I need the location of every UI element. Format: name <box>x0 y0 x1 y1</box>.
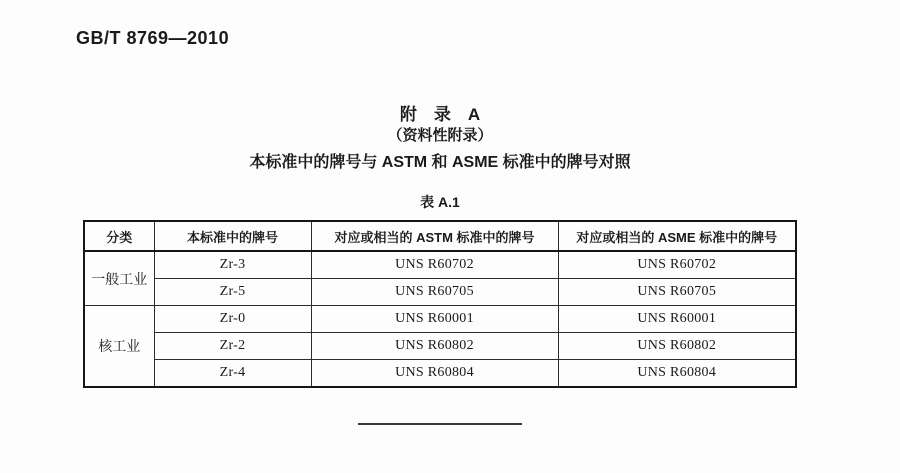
appendix-title: 附 录 A <box>399 105 481 124</box>
table-header-row <box>84 221 796 251</box>
asme-cell: UNS R60702 <box>558 251 796 279</box>
asme-cell: UNS R60705 <box>558 279 796 306</box>
astm-cell: UNS R60705 <box>311 279 558 306</box>
standard-number: GB/T 8769—2010 <box>76 28 230 48</box>
astm-cell: UNS R60804 <box>311 360 558 388</box>
header-asme-grade: 对应或相当的 ASME 标准中的牌号 <box>558 221 796 251</box>
header-category: 分类 <box>84 221 154 251</box>
grade-comparison-table <box>83 220 797 388</box>
end-of-document-rule <box>358 423 522 425</box>
category-cell-nuclear-industry: 核工业 <box>84 306 154 388</box>
grade-cell: Zr-2 <box>154 333 311 360</box>
table-row <box>84 360 796 388</box>
grade-cell: Zr-4 <box>154 360 311 388</box>
header-this-standard-grade: 本标准中的牌号 <box>154 221 311 251</box>
grade-cell: Zr-3 <box>154 251 311 279</box>
table-caption: 表 A.1 <box>420 194 460 210</box>
astm-cell: UNS R60702 <box>311 251 558 279</box>
table-row <box>84 251 796 279</box>
asme-cell: UNS R60802 <box>558 333 796 360</box>
table-row <box>84 306 796 333</box>
astm-cell: UNS R60001 <box>311 306 558 333</box>
asme-cell: UNS R60001 <box>558 306 796 333</box>
astm-cell: UNS R60802 <box>311 333 558 360</box>
appendix-subtitle: （资料性附录） <box>387 127 493 144</box>
appendix-description: 本标准中的牌号与 ASTM 和 ASME 标准中的牌号对照 <box>249 154 631 171</box>
category-cell-general-industry: 一般工业 <box>84 251 154 306</box>
table-row <box>84 333 796 360</box>
grade-cell: Zr-5 <box>154 279 311 306</box>
table-row <box>84 279 796 306</box>
asme-cell: UNS R60804 <box>558 360 796 388</box>
grade-cell: Zr-0 <box>154 306 311 333</box>
header-astm-grade: 对应或相当的 ASTM 标准中的牌号 <box>311 221 558 251</box>
